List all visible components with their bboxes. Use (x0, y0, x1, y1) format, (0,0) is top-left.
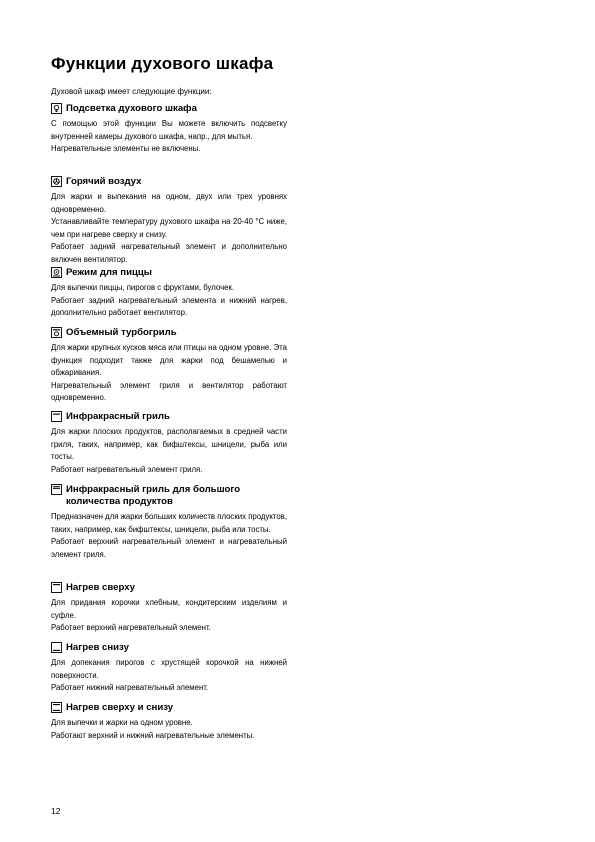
section-title: Горячий воздух (66, 176, 142, 187)
turbo-grill-icon (51, 327, 62, 338)
bottom-heat-icon (51, 642, 62, 653)
section-paragraph: Для допекания пирогов с хрустящей корочкой на нижней поверхности. (51, 658, 287, 680)
section-paragraph: Для выпечки и жарки на одном уровне. (51, 718, 193, 727)
bulb-icon (51, 103, 62, 114)
section-paragraph: Для жарки плоских продуктов, располагаемых в средней части гриля, таких, например, как бифштексы, шницели, рыба или тосты. (51, 427, 287, 461)
section-title: Подсветка духового шкафа (66, 103, 197, 114)
pizza-icon (51, 267, 62, 278)
section-oven-light (51, 103, 287, 156)
section-infrared-grill (51, 411, 287, 476)
section-title: Нагрев сверху (66, 582, 135, 593)
section-paragraph: Нагревательные элементы не включены. (51, 144, 201, 153)
section-title: Инфракрасный гриль (66, 411, 170, 422)
section-hot-air (51, 176, 287, 266)
page-number: 12 (51, 806, 61, 816)
double-grill-icon (51, 484, 62, 495)
section-turbo-grill (51, 327, 287, 405)
section-paragraph: Для придания корочки хлебным, кондитерским изделиям и суфле. (51, 598, 287, 620)
intro-text: Духовой шкаф имеет следующие функции: (51, 87, 212, 96)
section-paragraph: Работает задний нагревательный элемента и нижний нагрев, дополнительно работает вентилятор. (51, 295, 287, 317)
top-heat-icon (51, 582, 62, 593)
section-paragraph: Работает нагревательный элемент гриля. (51, 464, 203, 474)
section-title: Нагрев снизу (66, 642, 129, 653)
section-large-grill (51, 484, 287, 561)
section-paragraph: С помощью этой функции Вы можете включить подсветку внутренней камеры духового шкафа, напр., для мытья. (51, 119, 287, 141)
grill-icon (51, 411, 62, 422)
section-paragraph: Устанавливайте температуру духового шкафа на 20-40 °С ниже, чем при нагреве сверху и снизу. (51, 217, 287, 239)
section-paragraph: Работает задний нагревательный элемент и дополнительно включен вентилятор. (51, 242, 287, 264)
section-paragraph: Предназначен для жарки больших количеств плоских продуктов, таких, например, как бифштексы, шницели, рыба или тосты. (51, 512, 287, 534)
section-paragraph: Для выпечки пиццы, пирогов с фруктами, булочек. (51, 283, 235, 292)
section-title: Инфракрасный гриль для большого количества продуктов (66, 484, 241, 507)
page-title: Функции духового шкафа (51, 54, 274, 73)
section-paragraph: Работают верхний и нижний нагревательные элементы. (51, 730, 255, 740)
section-paragraph: Работает верхний нагревательный элемент и нагревательный элемент гриля. (51, 537, 287, 559)
section-title: Нагрев сверху и снизу (66, 702, 174, 713)
section-top-heat (51, 582, 287, 635)
section-title: Режим для пиццы (66, 267, 152, 278)
section-bottom-heat (51, 642, 287, 695)
section-paragraph: Работает верхний нагревательный элемент. (51, 623, 211, 632)
section-pizza-mode (51, 267, 287, 320)
section-paragraph: Работает нижний нагревательный элемент. (51, 683, 209, 692)
section-paragraph: Для жарки и выпекания на одном, двух или трех уровнях одновременно. (51, 192, 287, 214)
section-title: Объемный турбогриль (66, 327, 177, 338)
section-top-bottom-heat (51, 702, 287, 742)
top-bottom-heat-icon (51, 702, 62, 713)
fan-icon (51, 176, 62, 187)
section-paragraph: Для жарки крупных кусков мяса или птицы на одном уровне. Эта функция подходит также для жарки под бешамелью и обжаривания. (51, 343, 287, 377)
section-paragraph: Нагревательный элемент гриля и вентилятор работают одновременно. (51, 380, 287, 402)
